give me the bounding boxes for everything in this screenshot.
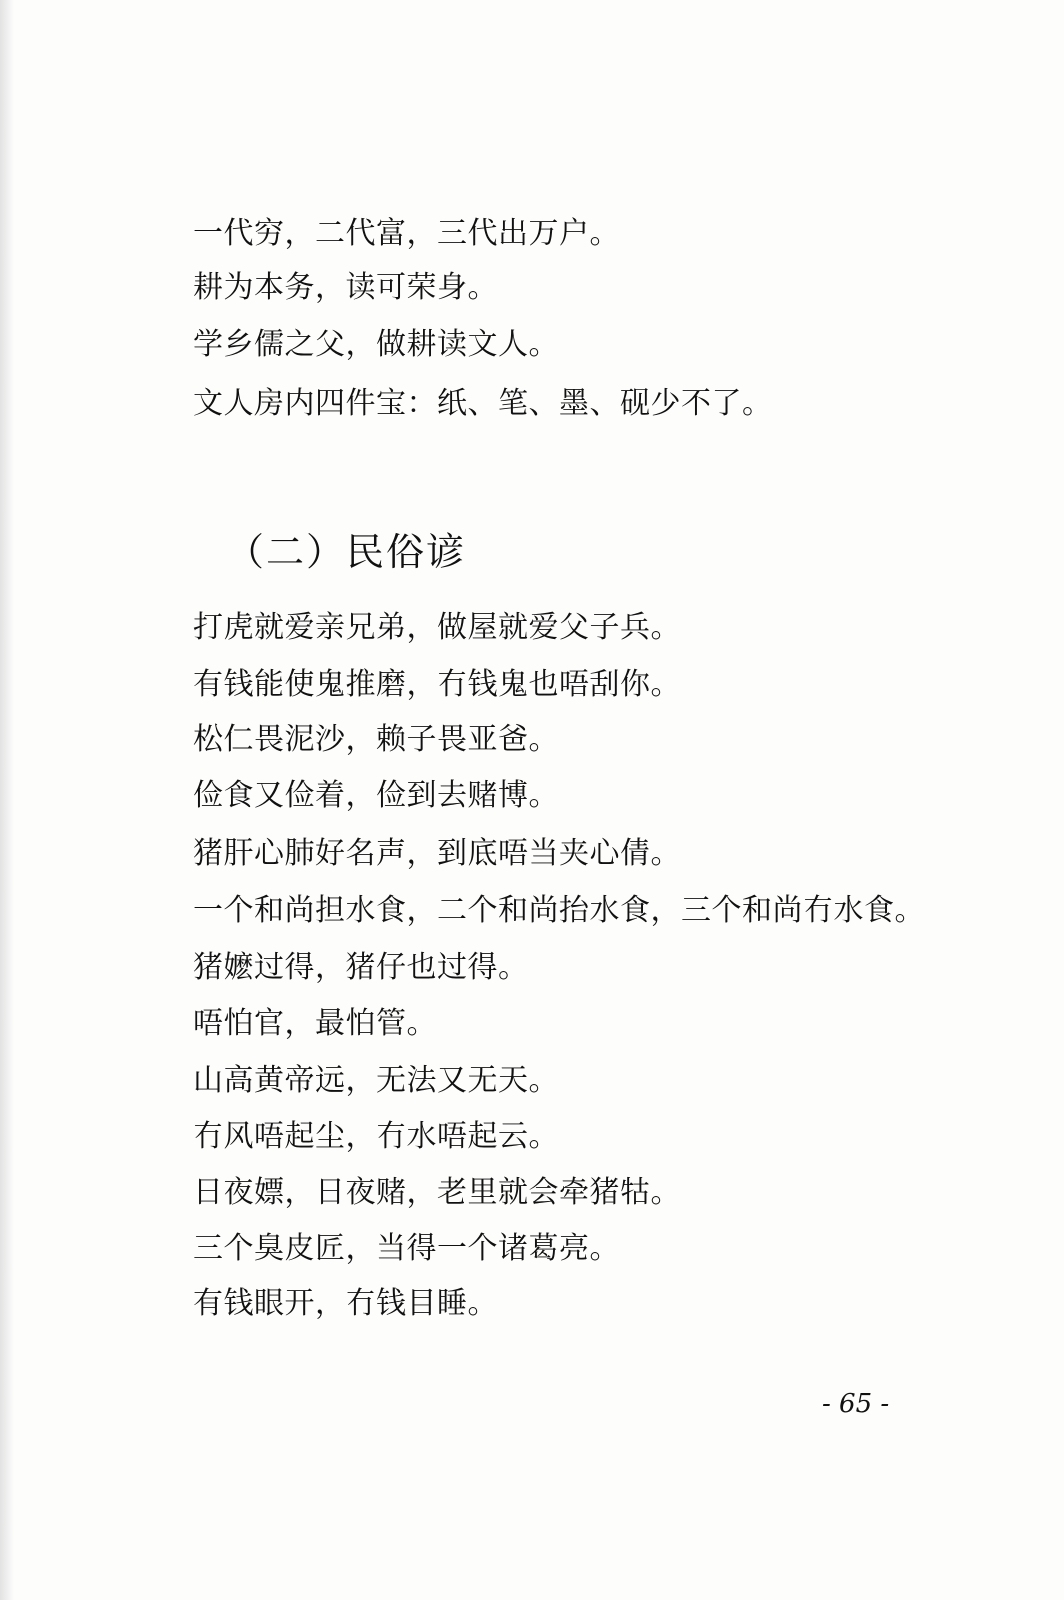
- proverb-line: 文人房内四件宝：纸、笔、墨、砚少不了。: [193, 386, 773, 421]
- proverb-line: 猪肝心肺好名声，到底唔当夹心倩。: [193, 836, 681, 871]
- proverb-line: 有钱眼开，冇钱目睡。: [193, 1286, 498, 1321]
- proverb-line: 猪嬷过得，猪仔也过得。: [193, 950, 529, 985]
- proverb-line: 山高黄帝远，无法又无天。: [193, 1063, 559, 1098]
- proverb-line: 三个臭皮匠，当得一个诸葛亮。: [193, 1231, 620, 1266]
- proverb-line: 俭食又俭着，俭到去赌博。: [193, 778, 559, 813]
- proverb-line: 有钱能使鬼推磨，冇钱鬼也唔刮你。: [193, 667, 681, 702]
- proverb-line: 一代穷，二代富，三代出万户。: [193, 216, 620, 251]
- proverb-line: 松仁畏泥沙，赖子畏亚爸。: [193, 722, 559, 757]
- proverb-line: 日夜嫖，日夜赌，老里就会牵猪牯。: [193, 1175, 681, 1210]
- page-left-edge: [0, 0, 14, 1600]
- proverb-line: 学乡儒之父，做耕读文人。: [193, 327, 559, 362]
- proverb-line: 一个和尚担水食，二个和尚抬水食，三个和尚冇水食。: [193, 893, 925, 928]
- section-heading: （二）民俗谚: [226, 530, 467, 574]
- proverb-line: 耕为本务，读可荣身。: [193, 270, 498, 305]
- proverb-line: 唔怕官，最怕管。: [193, 1006, 437, 1041]
- page-number: - 65 -: [822, 1389, 890, 1419]
- proverb-line: 打虎就爱亲兄弟，做屋就爱父子兵。: [193, 610, 681, 645]
- proverb-line: 冇风唔起尘，冇水唔起云。: [193, 1119, 559, 1154]
